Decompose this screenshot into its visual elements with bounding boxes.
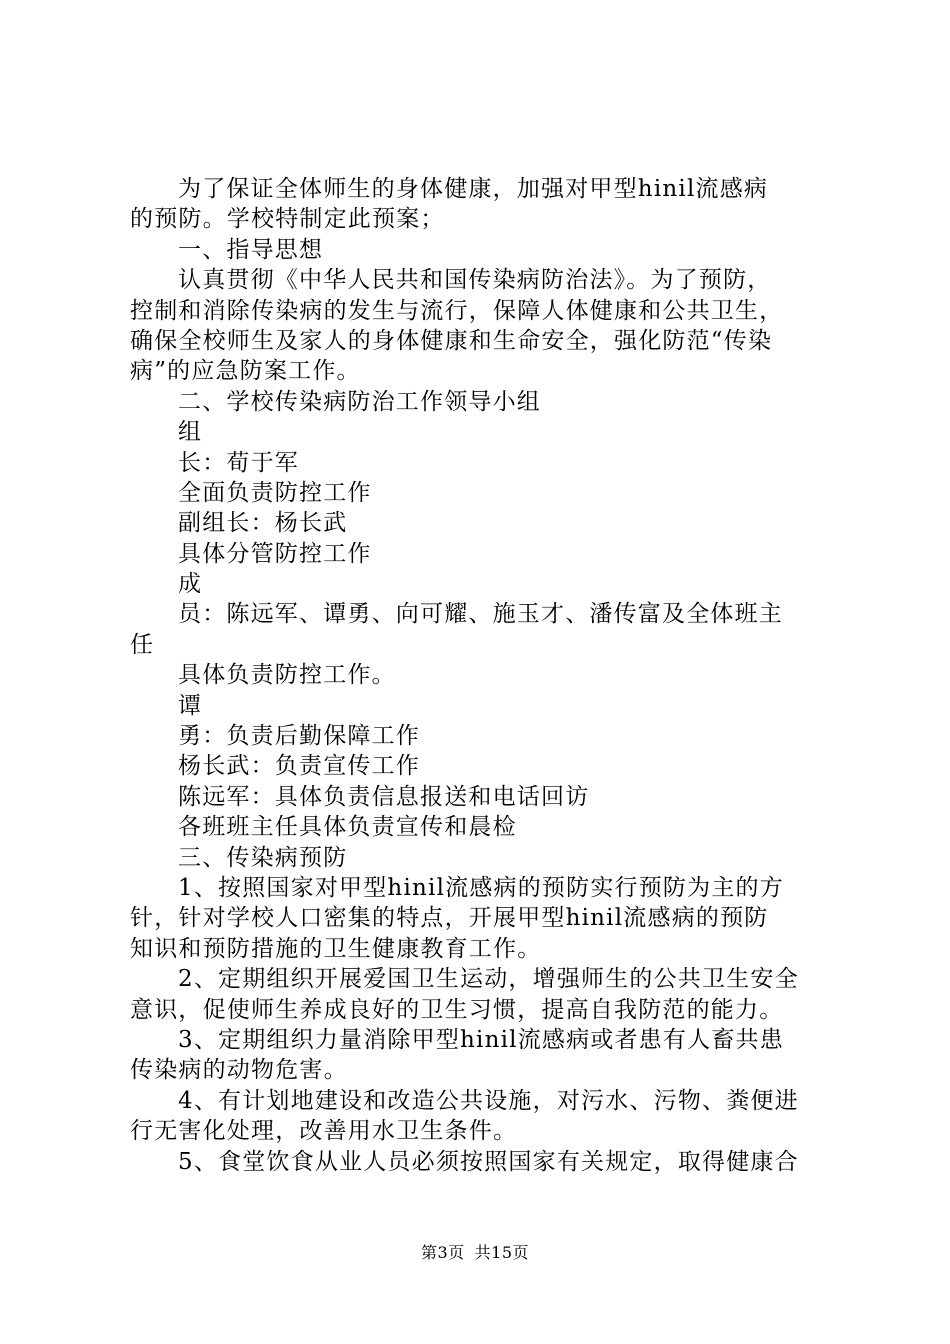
text-line: 任	[130, 631, 155, 658]
text-line: 5、食堂饮食从业人员必须按照国家有关规定，取得健康合	[178, 1148, 799, 1175]
page-footer	[0, 1243, 950, 1263]
text-line: 成	[178, 571, 203, 598]
text-line: 具体分管防控工作	[178, 540, 372, 567]
text-line: 4、有计划地建设和改造公共设施，对污水、污物、粪便进	[178, 1087, 799, 1114]
text-line: 杨长武：负责宣传工作	[178, 753, 420, 780]
text-line: 2、定期组织开展爱国卫生运动，增强师生的公共卫生安全	[178, 966, 799, 993]
text-line: 二、学校传染病防治工作领导小组	[178, 388, 541, 415]
text-line: 的预防。学校特制定此预案；	[130, 206, 445, 233]
text-line: 1、按照国家对甲型hinil流感病的预防实行预防为主的方	[178, 874, 784, 901]
text-line: 三、传染病预防	[178, 844, 348, 871]
text-line: 副组长：杨长武	[178, 510, 348, 537]
text-line: 具体负责防控工作。	[178, 662, 396, 689]
text-line: 谭	[178, 692, 203, 719]
text-line: 针，针对学校人口密集的特点，开展甲型hinil流感病的预防	[130, 905, 769, 932]
text-line: 勇：负责后勤保障工作	[178, 723, 420, 750]
text-line: 各班班主任具体负责宣传和晨检	[178, 814, 517, 841]
text-line: 知识和预防措施的卫生健康教育工作。	[130, 935, 542, 962]
text-line: 行无害化处理，改善用水卫生条件。	[130, 1118, 518, 1145]
text-line: 全面负责防控工作	[178, 479, 372, 506]
text-line: 控制和消除传染病的发生与流行，保障人体健康和公共卫生，	[130, 297, 784, 324]
text-line: 意识，促使师生养成良好的卫生习惯，提高自我防范的能力。	[130, 996, 784, 1023]
text-line: 一、指导思想	[178, 236, 324, 263]
text-line: 组	[178, 419, 203, 446]
text-line: 员：陈远军、谭勇、向可耀、施玉才、潘传富及全体班主	[178, 601, 783, 628]
text-line: 长：荀于军	[178, 449, 299, 476]
text-line: 3、定期组织力量消除甲型hinil流感病或者患有人畜共患	[178, 1026, 784, 1053]
text-line: 认真贯彻《中华人民共和国传染病防治法》。为了预防，	[178, 267, 772, 294]
document-body	[130, 174, 835, 1177]
text-line: 传染病的动物危害。	[130, 1057, 348, 1084]
text-line: 为了保证全体师生的身体健康，加强对甲型hinil流感病	[178, 176, 769, 202]
text-line: 确保全校师生及家人的身体健康和生命安全，强化防范“传染	[130, 327, 773, 354]
text-line: 病”的应急防案工作。	[130, 358, 361, 385]
page-total: 共15页	[474, 1243, 530, 1262]
page-number: 第3页	[420, 1243, 465, 1262]
text-line: 陈远军：具体负责信息报送和电话回访	[178, 783, 590, 810]
